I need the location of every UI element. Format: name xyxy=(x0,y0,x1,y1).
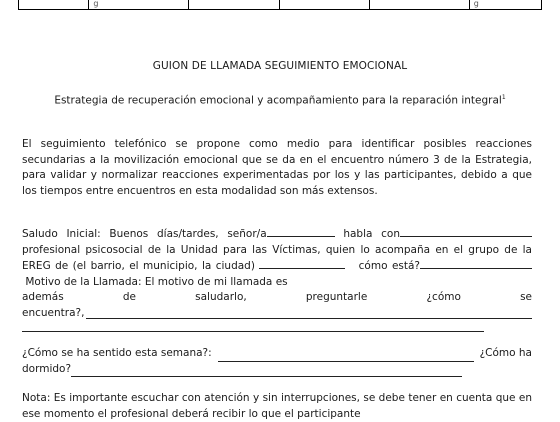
greeting-text: profesional psicosocial de la Unidad para las Víctimas, quien lo acompaña en el grupo de la EREG de (el barrio, el municipio, la ciudad) xyxy=(22,243,532,272)
greeting-text: Motivo de la Llamada: El motivo de mi llamada es xyxy=(25,275,288,288)
status-blank[interactable] xyxy=(420,258,532,269)
word: saludarlo, xyxy=(195,291,247,303)
document-subtitle xyxy=(40,90,520,109)
greeting-text: encuentra?, xyxy=(22,306,85,319)
name-blank[interactable] xyxy=(267,226,335,237)
sleep-blank[interactable] xyxy=(71,364,462,377)
greeting-paragraph xyxy=(22,226,532,332)
response-line[interactable] xyxy=(22,321,484,332)
question-text: dormido? xyxy=(22,362,72,375)
question-text: ¿Cómo se ha sentido esta semana?: xyxy=(22,347,212,359)
document-title: GUION DE LLAMADA SEGUIMIENTO EMOCIONAL xyxy=(152,60,408,72)
greeting-text: Saludo Inicial: Buenos días/tardes, señor/a xyxy=(22,228,267,240)
note-paragraph: Nota: Es importante escuchar con atención y sin interrupciones, se debe tener en cuenta que en ese momento el profesional deberá recibir lo que el participante xyxy=(22,392,532,420)
professional-blank[interactable] xyxy=(400,226,532,237)
table-cell xyxy=(189,0,279,9)
table-cell xyxy=(19,0,89,9)
footnote-marker: 1 xyxy=(501,94,506,101)
response-blank[interactable] xyxy=(86,306,532,319)
word: preguntarle xyxy=(305,291,368,303)
question-text: ¿Cómo ha xyxy=(479,347,532,359)
header-table xyxy=(18,0,542,10)
word: además xyxy=(22,291,64,303)
table-cell xyxy=(280,0,370,9)
word: se xyxy=(520,291,532,303)
justified-line xyxy=(22,290,532,306)
question-paragraph xyxy=(22,346,532,377)
word: de xyxy=(122,291,136,303)
location-blank[interactable] xyxy=(259,258,345,269)
greeting-text: habla con xyxy=(343,228,400,240)
table-cell xyxy=(370,0,470,9)
encuentra-line xyxy=(22,306,532,322)
table-cell: g xyxy=(89,0,189,9)
feeling-blank[interactable] xyxy=(218,349,474,362)
word: ¿cómo xyxy=(426,291,461,303)
greeting-text: cómo xyxy=(358,260,388,272)
intro-paragraph: El seguimiento telefónico se propone como medio para identificar posibles reacciones secundarias a la movilización emocional que se da en el encuentro número 3 de la Estrategia, para validar y normalizar reacciones experimentadas por los y las participantes, debido a que los tiempos entre encuentros en esta modalidad son más extensos. xyxy=(22,138,532,197)
question-line xyxy=(22,346,532,362)
table-cell: g xyxy=(473,0,479,8)
sleep-line xyxy=(22,362,532,378)
subtitle-text: Estrategia de recuperación emocional y acompañamiento para la reparación integral xyxy=(54,94,502,107)
greeting-text: está? xyxy=(391,260,421,272)
